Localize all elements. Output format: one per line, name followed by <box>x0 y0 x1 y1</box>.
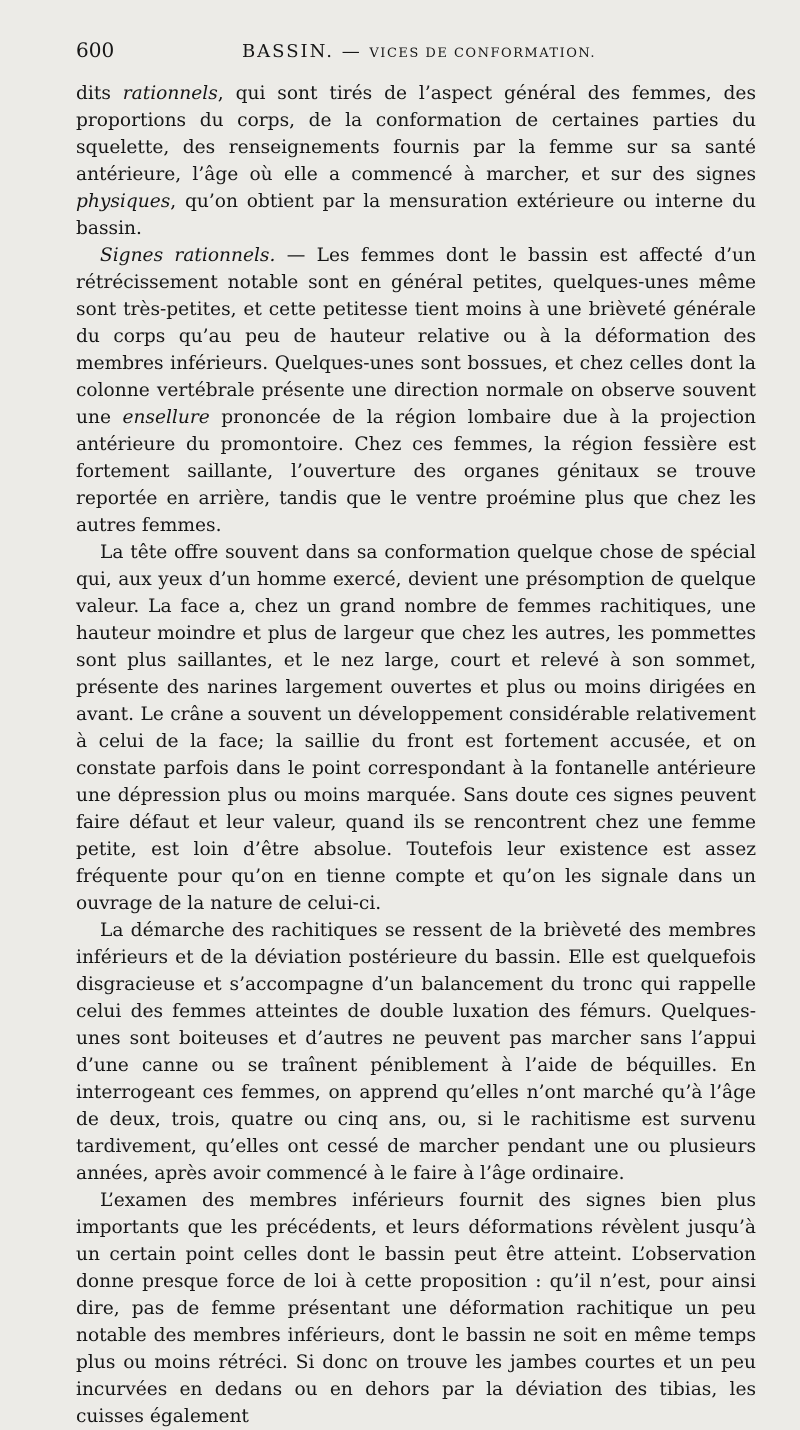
italic-term: rationnels <box>122 83 218 104</box>
paragraph-3: La tête offre souvent dans sa conformation quelque chose de spécial qui, aux yeux d’un homme exercé, devient une présomption de quelque valeur. La face a, chez un grand nombre de femmes rachitiques, une hauteur moindre et plus de largeur que chez les autres, les pommettes sont plus saillantes, et le nez large, court et relevé à son sommet, présente des narines largement ouvertes et plus ou moins dirigées en avant. Le crâne a souvent un développement considérable relativement à celui de la face; la saillie du front est fortement accusée, et on constate parfois dans le point correspondant à la fontanelle antérieure une dépression plus ou moins marquée. Sans doute ces signes peuvent faire défaut et leur valeur, quand ils se rencontrent chez une femme petite, est loin d’être absolue. Toutefois leur existence est assez fréquente pour qu’on en tienne compte et qu’on les signale dans un ouvrage de la nature de celui-ci. <box>76 542 756 914</box>
text-run: — Les femmes dont le bassin est affecté d’un rétrécissement notable sont en général petites, quelques-unes même sont très-petites, et cette petitesse tient moins à une brièveté générale du corps qu’au peu de hauteur relative ou à la déformation des membres inférieurs. Quelques-unes sont bossues, et chez celles dont la colonne vertébrale présente une direction normale on observe souvent une <box>76 245 756 428</box>
paragraph-2 <box>76 242 756 539</box>
paragraph-1 <box>76 80 756 242</box>
paragraph-5: L’examen des membres inférieurs fournit des signes bien plus importants que les précédents, et leurs déformations révèlent jusqu’à un certain point celles dont le bassin peut être atteint. L’observation donne presque force de loi à cette proposition : qu’il n’est, pour ainsi dire, pas de femme présentant une déformation rachitique un peu notable des membres inférieurs, dont le bassin ne soit en même temps plus ou moins rétréci. Si donc on trouve les jambes courtes et un peu incurvées en dedans ou en dehors par la déviation des tibias, les cuisses également <box>76 1190 756 1427</box>
text-run: , qu’on obtient par la mensuration extérieure ou interne du bassin. <box>76 191 756 239</box>
running-title-sub: VICES DE CONFORMATION. <box>369 46 597 61</box>
running-title-main: BASSIN. <box>241 41 334 62</box>
text-run: dits <box>76 83 123 104</box>
paragraph-4: La démarche des rachitiques se ressent de la brièveté des membres inférieurs et de la déviation postérieure du bassin. Elle est quelquefois disgracieuse et s’accompagne d’un balancement du tronc qui rappelle celui des femmes atteintes de double luxation des fémurs. Quelques-unes sont boiteuses et d’autres ne peuvent pas marcher sans l’appui d’une canne ou se traînent péniblement à l’aide de béquilles. En interrogeant ces femmes, on apprend qu’elles n’ont marché qu’à l’âge de deux, trois, quatre ou cinq ans, ou, si le rachitisme est survenu tardivement, qu’elles ont cessé de marcher pendant une ou plusieurs années, après avoir commencé à le faire à l’âge ordinaire. <box>76 920 756 1184</box>
running-title-dash: — <box>333 41 370 62</box>
running-title <box>142 41 696 62</box>
running-header <box>76 38 756 76</box>
page-number: 600 <box>76 38 115 62</box>
section-lead-heading: Signes rationnels. <box>100 245 276 266</box>
italic-term: physiques <box>76 191 171 212</box>
italic-term: ensellure <box>122 407 210 428</box>
body-text <box>76 80 756 1430</box>
text-run: prononcée de la région lombaire due à la projection antérieure du promontoire. Chez ces femmes, la région fessière est fortement saillante, l’ouverture des organes génitaux se trouve reportée en arrière, tandis que le ventre proémine plus que chez les autres femmes. <box>76 407 756 536</box>
text-run: , qui sont tirés de l’aspect général des femmes, des proportions du corps, de la conformation de certaines parties du squelette, des renseignements fournis par la femme sur sa santé antérieure, l’âge où elle a commencé à marcher, et sur des signes <box>76 83 756 185</box>
